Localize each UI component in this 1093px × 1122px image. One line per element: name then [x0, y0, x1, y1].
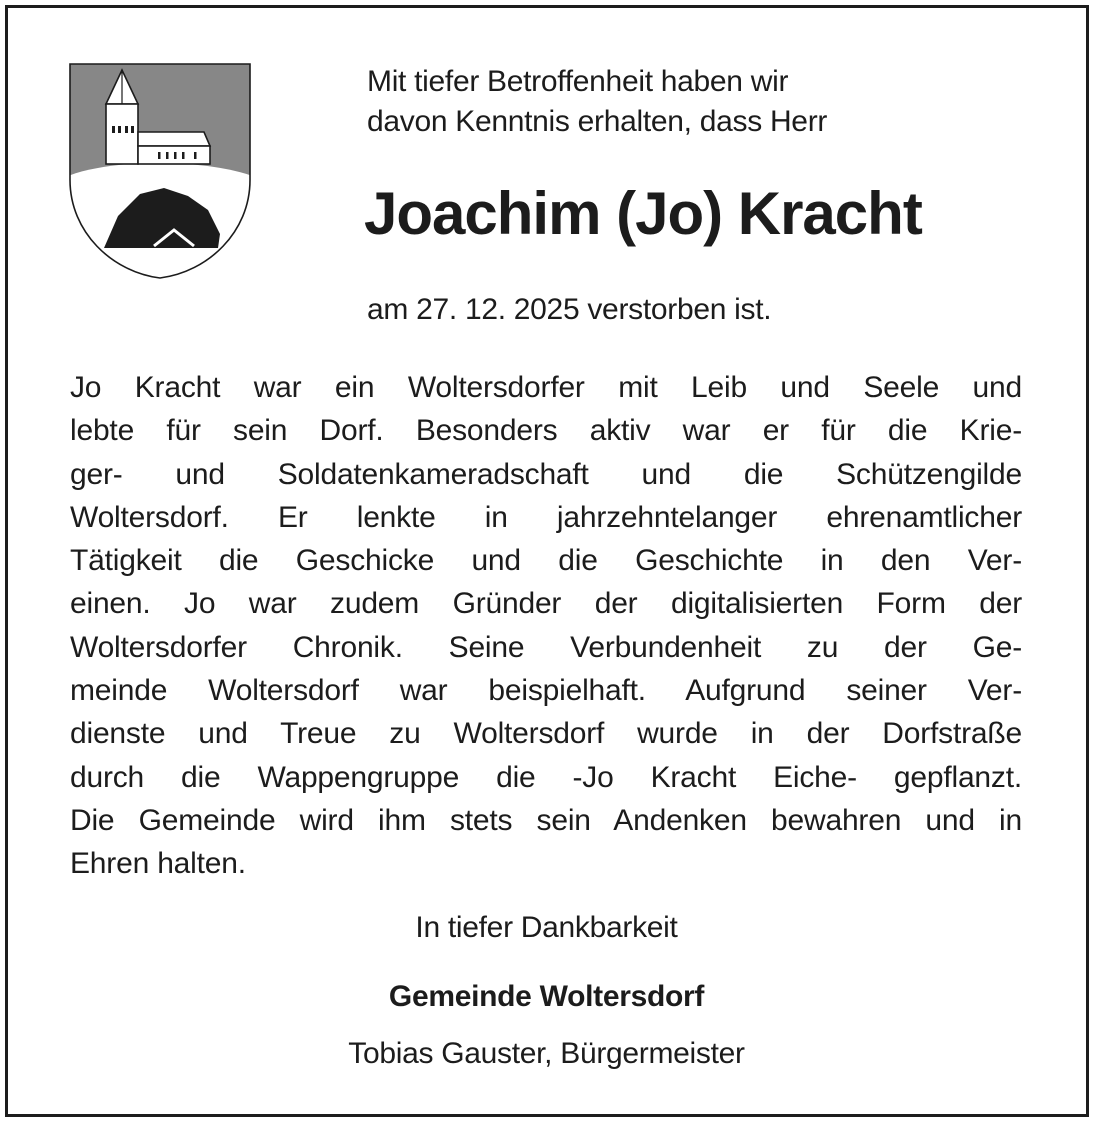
municipal-coat-of-arms — [68, 62, 252, 280]
tribute-text — [70, 366, 1022, 886]
deceased-name: Joachim (Jo) Kracht — [364, 180, 922, 247]
tribute-line: Jo Kracht war ein Woltersdorfer mit Leib und Seele und — [70, 371, 1022, 404]
tribute-line: Tätigkeit die Geschicke und die Geschichte in den Ver- — [70, 544, 1022, 578]
closing-text: In tiefer Dankbarkeit — [415, 911, 678, 944]
tribute-line: durch die Wappengruppe die -Jo Kracht Eiche- gepflanzt. — [70, 760, 1022, 794]
tribute-line: ger- und Soldatenkameradschaft und die Schützengilde — [70, 457, 1022, 491]
organization-name: Gemeinde Woltersdorf — [388, 980, 705, 1013]
intro-line: Mit tiefer Betroffenheit haben wir — [367, 65, 789, 98]
intro-line: davon Kenntnis erhalten, dass Herr — [367, 105, 828, 138]
intro-text — [367, 62, 827, 142]
tribute-line: Ehren halten. — [70, 847, 246, 881]
tribute-line: Woltersdorfer Chronik. Seine Verbundenheit zu der Ge- — [70, 630, 1022, 664]
tribute-line: einen. Jo war zudem Gründer der digitalisierten Form der — [70, 587, 1022, 621]
tribute-line: Die Gemeinde wird ihm stets sein Andenken bewahren und in — [70, 803, 1022, 837]
death-date-line: am 27. 12. 2025 verstorben ist. — [367, 293, 772, 326]
tribute-line: dienste und Treue zu Woltersdorf wurde in der Dorfstraße — [70, 717, 1022, 751]
tribute-line: lebte für sein Dorf. Besonders aktiv war er für die Krie- — [70, 414, 1022, 448]
closing-phrase — [0, 908, 1093, 948]
tribute-line: meinde Woltersdorf war beispielhaft. Aufgrund seiner Ver- — [70, 674, 1022, 708]
tribute-line: Woltersdorf. Er lenkte in jahrzehntelanger ehrenamtlicher — [70, 500, 1022, 534]
signer-name: Tobias Gauster, Bürgermeister — [348, 1037, 745, 1070]
